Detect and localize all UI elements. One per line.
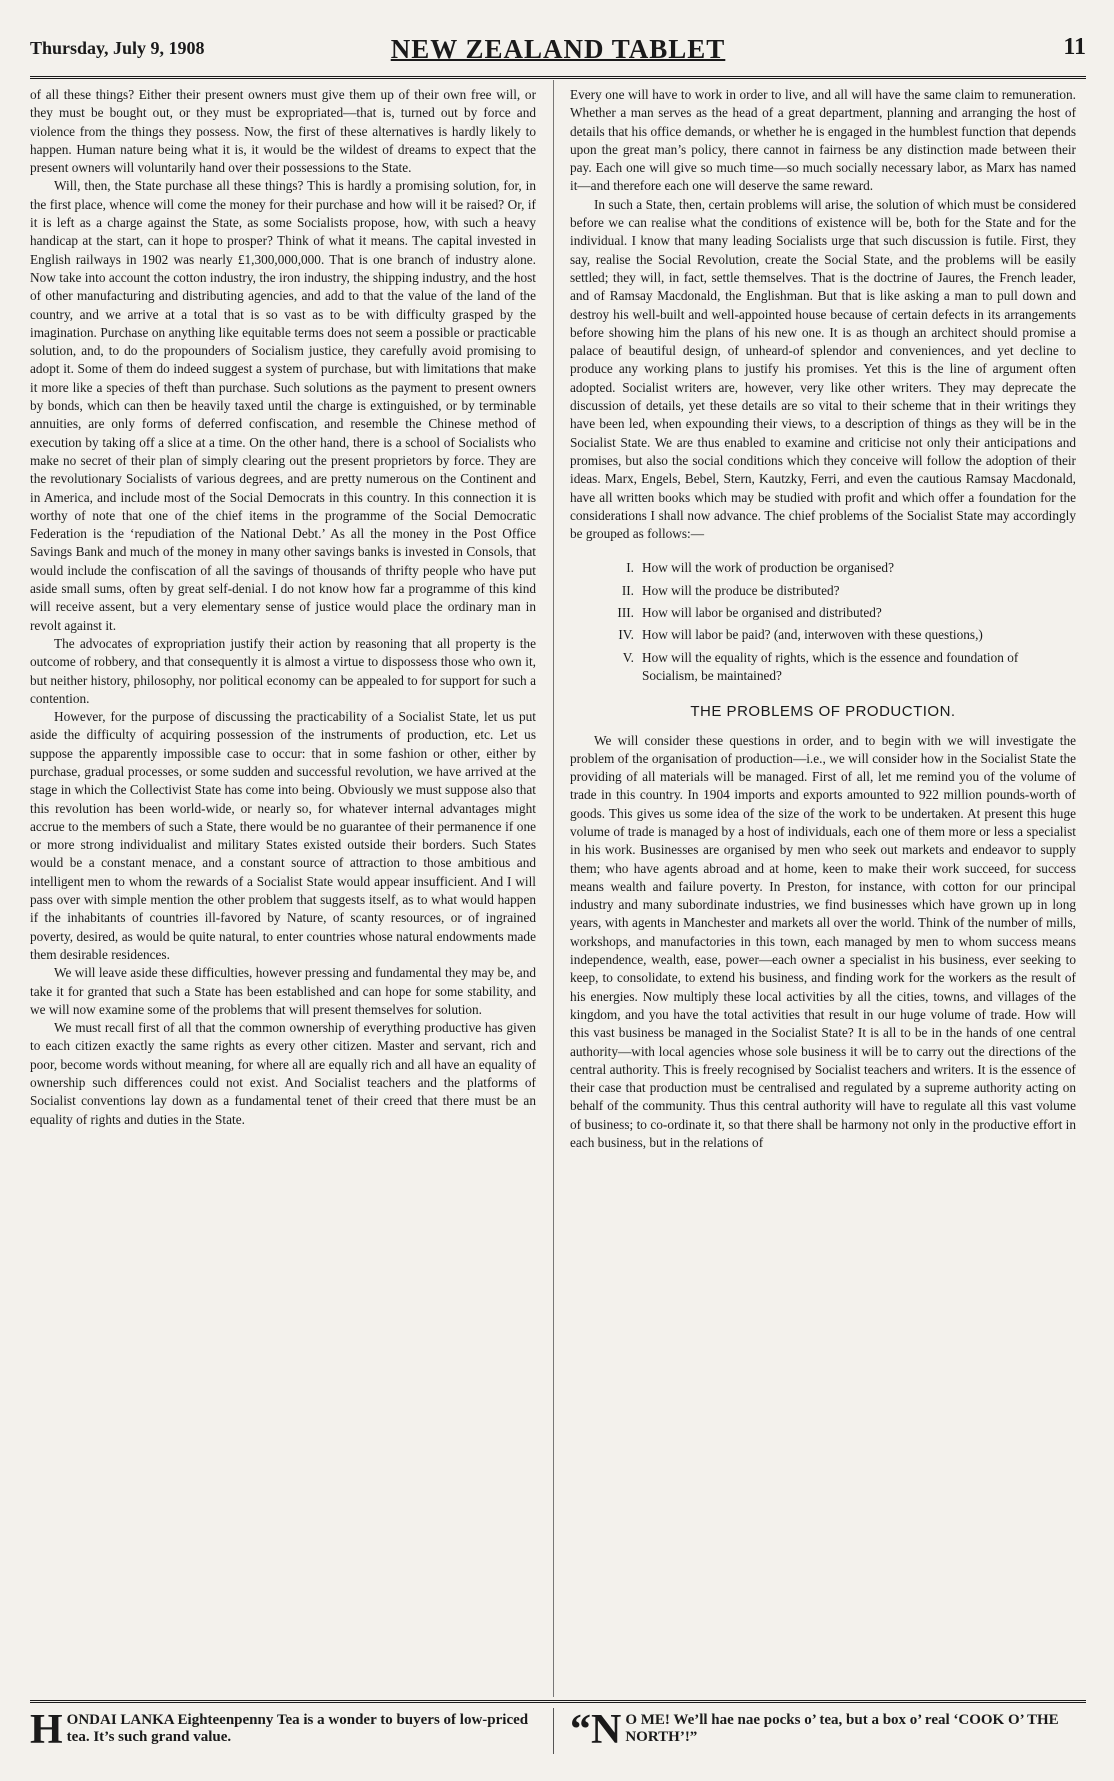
- question-number: II.: [621, 582, 634, 598]
- drop-cap: H: [30, 1707, 63, 1753]
- question-item: [570, 649, 1076, 686]
- question-item: [570, 626, 1076, 644]
- question-item: [570, 582, 1076, 600]
- ad-divider: [553, 1708, 554, 1754]
- advertisement-text: ONDAI LANKA Eighteenpenny Tea is a wonder to buyers of low-priced tea. It’s such grand value.: [66, 1712, 529, 1745]
- newspaper-page: [30, 0, 1086, 1781]
- question-number: V.: [622, 649, 634, 665]
- question-text: How will labor be organised and distributed?: [642, 605, 882, 621]
- question-text: How will the produce be distributed?: [642, 582, 840, 598]
- section-heading: THE PROBLEMS OF PRODUCTION.: [690, 703, 956, 721]
- question-item: [570, 559, 1076, 577]
- advertisement-hondai-lanka: [30, 1707, 540, 1753]
- question-text: How will the work of production be organised?: [642, 560, 894, 576]
- paragraph: Will, then, the State purchase all these things? This is hardly a promising solution, for, in the first place, whence will come the money for their purchase and how will it be raised? Or, if it is left as a charge against the State, as some Socialists propose, how, with such a heavy handicap at the start, can it hope to prosper? Think of what it means. The capital invested in English railways in 1902 was nearly £1,300,000,000. That is one branch of industry alone. Now take into account the cotton industry, the iron industry, the shipping industry, and the host of other manufacturing and distributing agencies, and add to that the value of the land of the country, and we arrive at a total that is so vast as to be with difficulty grasped by the imagination. Purchase on anything like equitable terms does not seem a possible or practicable solution, and, to do the propounders of Socialism justice, they carefully avoid promising to adopt it. Some of them do indeed suggest a system of purchase, but with limitations that make it more like a species of theft than purchase. Such solutions as the payment to present owners by bonds, which can then be heavily taxed until the charge is extinguished, or by terminable annuities, are only forms of deferred confiscation, and resemble the Chinese method of execution by taking off a slice at a time. On the other hand, there is a school of Socialists who make no secret of their plan of simply clearing out the present proprietors by force. They are the revolutionary Socialists of various degrees, and are pretty numerous on the Continent and in America, and include most of the Social Democrats in this country. In this connection it is worthy of note that one of the chief items in the programme of the Social Democratic Federation is the ‘repudiation of the National Debt.’ As all the money in the Post Office Savings Bank and much of the money in many other savings banks is invested in Consols, that would include the confiscation of all the savings of thousands of thrifty people who have put aside small sums, often by great self-denial. I do not know how far a programme of this kind will receive assent, but a very elementary sense of justice would place the ordinary man in revolt against it.: [30, 178, 536, 633]
- question-number: III.: [617, 605, 634, 621]
- paragraph: However, for the purpose of discussing the practicability of a Socialist State, let us put aside the difficulty of acquiring possession of the instruments of production, etc. Let us suppose the apparently impossible case to occur: that in some fashion or other, either by purchase, gradual processes, or some sudden and successful revolution, we have arrived at the stage in which the Collectivist State has come into being. Obviously we must suppose also that this revolution has been world-wide, or nearly so, for whatever internal advantages might accrue to the members of such a State, there would be no guarantee of their permanence if one or more strong individualist and military States existed outside their borders. Such States would be a constant menace, and a constant source of attraction to those ambitious and intelligent men to whom the rewards of a Socialist State would appear insufficient. And I will pass over with simple mention the other problem that suggests itself, as to what would happen if the inhabitants of countries ill-favored by Nature, of scanty resources, or of ingrained poverty, desired, as would be quite natural, to enter countries whose natural endowments made them desirable residences.: [30, 709, 536, 962]
- paragraph: In such a State, then, certain problems will arise, the solution of which must be considered before we can realise what the conditions of existence will be, both for the State and for the individual. I know that many leading Socialists urge that such discussion is futile. First, they say, realise the Social Revolution, create the Social State, and the problems will be easily settled; they will, in fact, settle themselves. That is the doctrine of Jaures, the French leader, and of Ramsay Macdonald, the Englishman. But that is like asking a man to pull down and destroy his well-built and well-appointed house because of certain defects in its arrangements before showing him the plans of his new one. It is as though an architect should promise a palace of beautiful design, of unheard-of splendor and conveniences, and yet decline to produce any working plans to justify his promises. Yet this is the line of argument often adopted. Socialist writers are, however, very like other writers. They may deprecate the discussion of details, yet these details are so vital to their scheme that in their writings they have been led, when expounding their views, to a description of things as they will be in the Socialist State. We are thus enabled to examine and criticise not only their anticipations and promises, but also the social conditions which they conceive will follow the adoption of their ideas. Marx, Engels, Bebel, Stern, Kautzky, Ferri, and even the cautious Ramsay Macdonald, have all written books which may be studied with profit and which offer a foundation for the considerations I shall now advance. The chief problems of the Socialist State may accordingly be grouped as follows:—: [570, 196, 1076, 542]
- question-number: IV.: [618, 627, 634, 643]
- paragraph: Every one will have to work in order to live, and all will have the same claim to remuneration. Whether a man serves as the head of a great department, planning and arranging the host of details that his office demands, or whether he is engaged in the humblest function that depends upon the great man’s policy, there cannot in fairness be any distinction made between their pay. Each one will give so much time—so much socially necessary labor, as Marx has named it—and therefore each one will deserve the same reward.: [570, 87, 1076, 194]
- publication-title: NEW ZEALAND TABLET: [390, 34, 726, 64]
- page-number: 11: [1063, 34, 1086, 60]
- right-column: [570, 86, 1076, 1152]
- paragraph: of all these things? Either their present owners must give them up of their own free will, or they must be bought out, or they must be expropriated—that is, turned out by force and violence from the things they possess. Now, the first of these alternatives is hardly likely to happen. Human nature being what it is, it would be the wildest of dreams to expect that the present owners will voluntarily hand over their possessions to the State.: [30, 87, 536, 176]
- question-list: [570, 559, 1076, 685]
- footer-rule: [30, 1700, 1086, 1703]
- question-text: How will labor be paid? (and, interwoven with these questions,): [642, 627, 983, 643]
- question-item: [570, 604, 1076, 622]
- question-text: How will the equality of rights, which is the essence and foundation of Socialism, be maintained?: [642, 649, 1019, 683]
- paragraph: We must recall first of all that the common ownership of everything productive has given to each citizen exactly the same rights as every other citizen. Master and servant, rich and poor, become words without meaning, for where all are equally rich and all have an equality of ownership such differences could not exist. And Socialist teachers and the platforms of Socialist conventions lay down as a fundamental tenet of their creed that there must be an equality of rights and duties in the State.: [30, 1020, 536, 1127]
- paragraph: We will consider these questions in order, and to begin with we will investigate the problem of the organisation of production—i.e., we will consider how in the Socialist State the providing of all materials will be managed. First of all, let me remind you of the volume of trade in this country. In 1904 imports and exports amounted to 922 million pounds-worth of goods. This gives us some idea of the size of the work to be undertaken. At present this huge volume of trade is managed by a host of individuals, each one of them more or less a specialist in his work. Businesses are organised by men who seek out markets and endeavor to supply them; who have agents abroad and at home, keen to make their work succeed, for success means wealth and failure poverty. In Preston, for instance, with cotton for our principal industry and many subordinate industries, we find businesses which have grown up in long years, with agents in Manchester and markets all over the world. Think of the number of mills, workshops, and manufactories in this town, each managed by men to whom success means independence, wealth, ease, power—each owner a specialist in his business, ever seeking to keep, to consolidate, to extend his business, and finding work for the workers as the result of his energies. Now multiply these local activities by all the cities, towns, and villages of the kingdom, and you have the total activities that result in our huge volume of trade. How will this vast business be managed in the Socialist State? It is all to be in the hands of one central authority—with local agencies whose sole business it will be to carry out the directions of the central authority. This is freely recognised by Socialist teachers and writers. It is the essence of their case that production must be centralised and regulated by a supreme authority acting on behalf of the community. Thus this central authority will have to regulate all this vast volume of business; to co-ordinate it, so that there shall be harmony not only in the productive effort in each business, but in the relations of: [570, 732, 1076, 1151]
- paragraph: We will leave aside these difficulties, however pressing and fundamental they may be, and take it for granted that such a State has been established and can hope for some stability, and we will now examine some of the problems that will present themselves for solution.: [30, 965, 536, 1017]
- column-divider: [553, 80, 554, 1697]
- paragraph: The advocates of expropriation justify their action by reasoning that all property is the outcome of robbery, and that consequently it is almost a virtue to dispossess those who own it, but neither history, philosophy, nor political economy can be appealed to for support for such a contention.: [30, 635, 536, 706]
- drop-cap: “N: [570, 1707, 622, 1753]
- left-column: [30, 86, 536, 1129]
- advertisement-text: O ME! We’ll hae nae pocks o’ tea, but a box o’ real ‘COOK O’ THE NORTH’!”: [625, 1712, 1059, 1745]
- question-number: I.: [626, 560, 634, 576]
- advertisement-cook-o-the-north: [570, 1707, 1086, 1753]
- issue-date: Thursday, July 9, 1908: [30, 38, 205, 58]
- masthead: [30, 30, 1086, 79]
